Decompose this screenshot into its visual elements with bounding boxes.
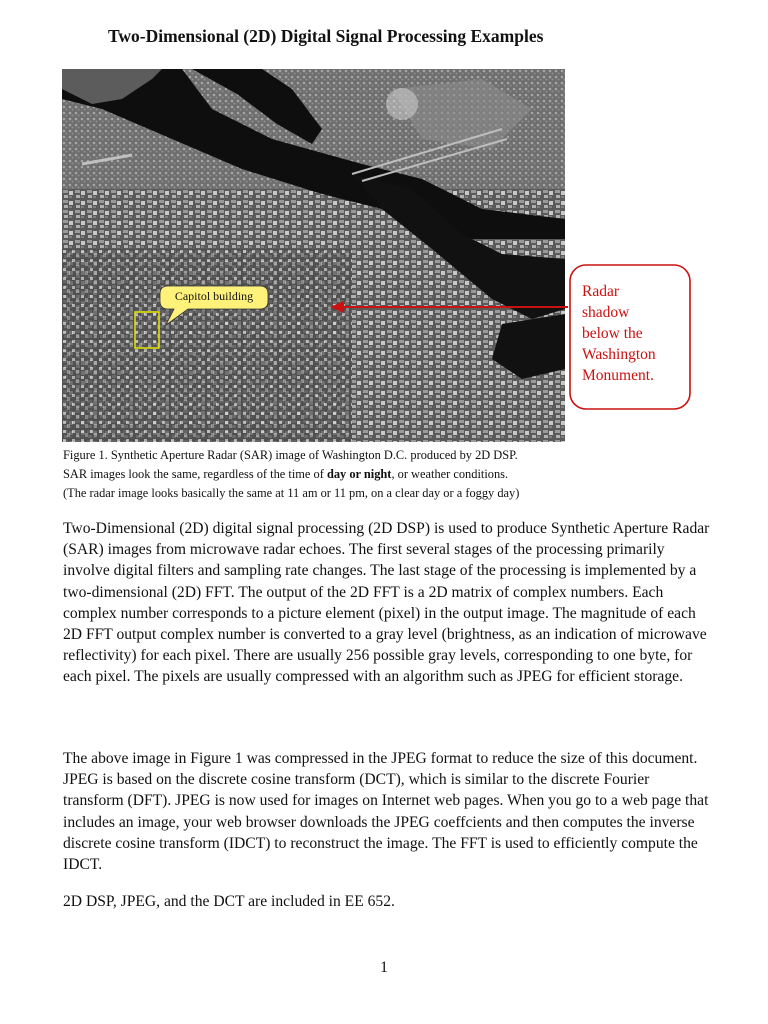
- body-paragraph-2: The above image in Figure 1 was compressed in the JPEG format to reduce the size of this document. JPEG is based on the discrete cosine transform (DCT), which is similar to the discrete Fourier transform (DFT). JPEG is now used for images on Internet web pages. When you go to a web page that includes an image, your web browser downloads the JPEG coeffcients and then computes the inverse discrete cosine transform (IDCT) to reconstruct the image. The FFT is used to efficiently compute the IDCT.: [63, 750, 709, 874]
- caption-line-2: SAR images look the same, regardless of the time of day or night, or weather conditions.: [63, 467, 509, 481]
- page-title: Two-Dimensional (2D) Digital Signal Processing Examples: [108, 26, 544, 46]
- caption-line-3: (The radar image looks basically the same at 11 am or 11 pm, on a clear day or a foggy day): [63, 486, 520, 500]
- page-number: 1: [380, 959, 388, 976]
- capitol-label-text: Capitol building: [174, 289, 254, 303]
- sar-image: [62, 69, 565, 442]
- radar-shadow-callout-text: Radar shadow below the Washington Monument.: [582, 283, 656, 384]
- callout-arrow: [330, 300, 570, 314]
- body-paragraph-1: Two-Dimensional (2D) digital signal processing (2D DSP) is used to produce Synthetic Aperture Radar (SAR) images from microwave radar echoes. The first several stages of the processing primarily involve digital filters and sampling rate changes. The last stage of the processing is implemented by a two-dimensional (2D) FFT. The output of the 2D FFT is a 2D matrix of complex numbers. Each complex number corresponds to a picture element (pixel) in the output image. The magnitude of each 2D FFT output complex number is converted to a gray level (brightness, as an indication of microwave reflectivity) for each pixel. There are usually 256 possible gray levels, corresponding to one byte, for each pixel. The pixels are usually compressed with an algorithm such as JPEG for efficient storage.: [63, 520, 710, 686]
- figure-caption: [63, 446, 703, 503]
- sar-image-graphic: [62, 69, 565, 442]
- capitol-building-label: [158, 285, 270, 310]
- body-paragraph-3: 2D DSP, JPEG, and the DCT are included in EE 652.: [63, 893, 395, 910]
- caption-line-1: Figure 1. Synthetic Aperture Radar (SAR) image of Washington D.C. produced by 2D DSP.: [63, 448, 518, 462]
